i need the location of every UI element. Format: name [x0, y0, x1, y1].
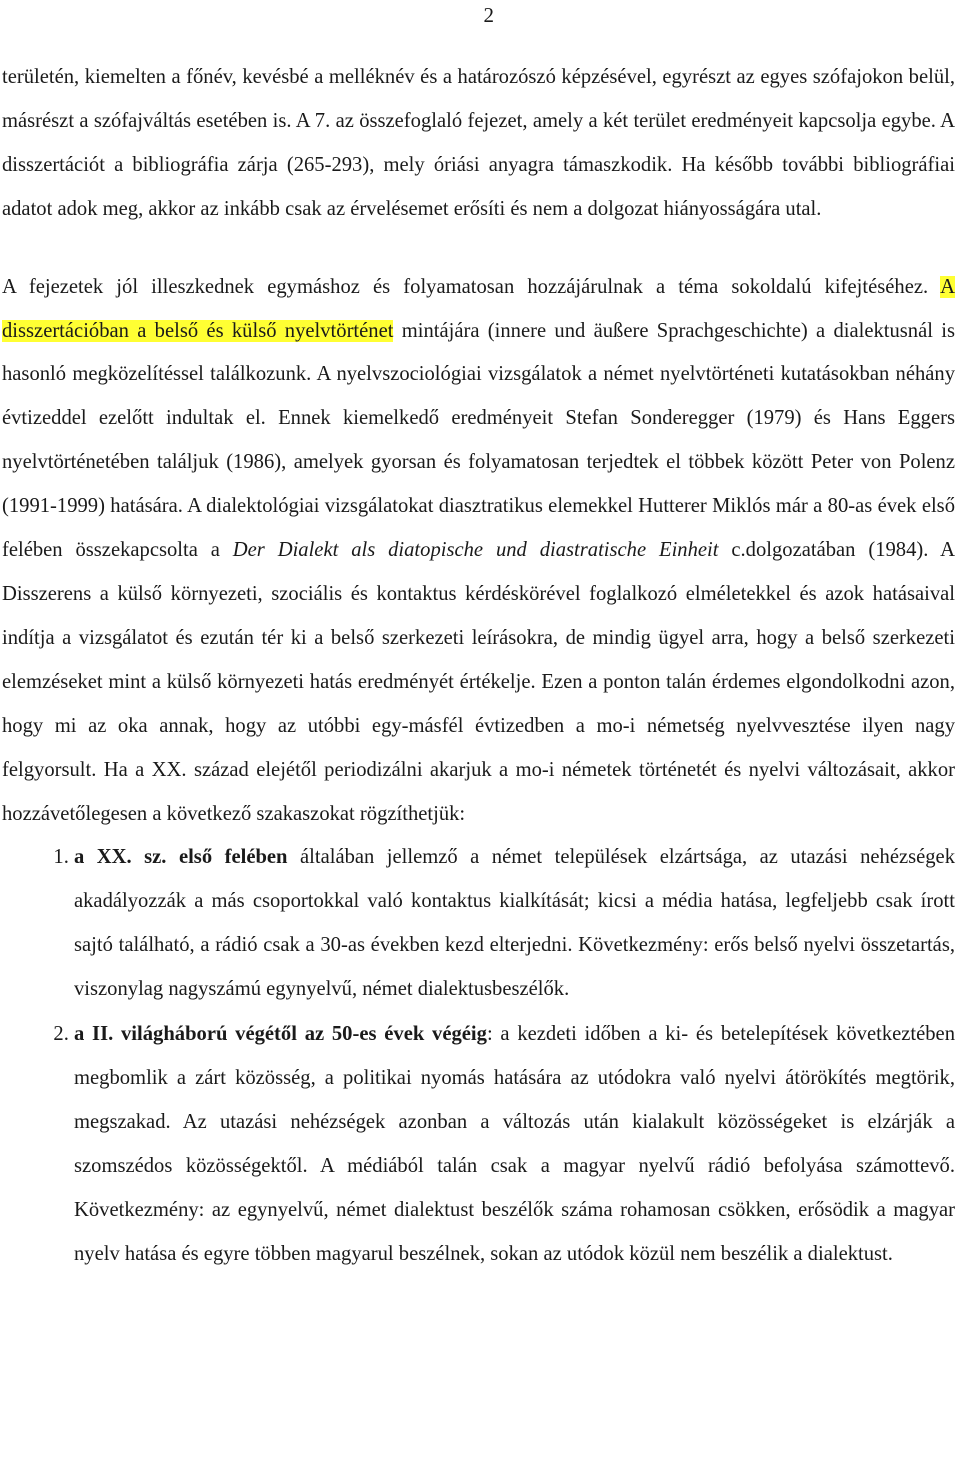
- list-item: [74, 836, 955, 1012]
- document-body: [2, 56, 955, 1276]
- list-item-heading: a II. világháború végétől az 50-es évek végéig: [74, 1023, 487, 1046]
- paragraph-main-part-c: c.dolgozatában (1984). A Disszerens a külső környezeti, szociális és kontaktus kérdéskörével foglalkozó elméletekkel és azok hatásaival indítja a vizsgálatot és ezután tér ki a belső szerkezeti leírásokra, de mindig ügyel arra, hogy a belső szerkezeti elemzéseket mint a külső környezeti hatás eredményét értékelje. Ezen a ponton talán érdemes elgondolkodni azon, hogy mi az oka annak, hogy az utóbbi egy-másfél évtizedben a mo-i németség nyelvvesztése ilyen nagy felgyorsult. Ha a XX. század elejétől periodizálni akarjuk a mo-i németek történetét és nyelvi változásait, akkor hozzávetőlegesen a következő szakaszokat rögzíthetjük:: [2, 539, 956, 825]
- italic-title: Der Dialekt als diatopische und diastratische Einheit: [232, 539, 719, 562]
- paragraph-main-part-a: A fejezetek jól illeszkednek egymáshoz és folyamatosan hozzájárulnak a téma sokoldalú kifejtéséhez.: [2, 275, 941, 298]
- page-number: 2: [483, 3, 494, 27]
- list-item-heading: a XX. sz. első felében: [74, 846, 288, 869]
- paragraph-main-part-b: mintájára (innere und äußere Sprachgeschichte) a dialektusnál is hasonló megközelítéssel találkozunk. A nyelvszociológiai vizsgálatok a német nyelvtörténeti kutatásokban néhány évtizeddel ezelőtt indultak el. Ennek kiemelkedő eredményeit Stefan Sonderegger (1979) és Hans Eggers nyelvtörténetében találjuk (1986), amelyek gyorsan és folyamatosan terjedtek el többek között Peter von Polenz (1991-1999) hatására. A dialektológiai vizsgálatokat diasztratikus elemekkel Hutterer Miklós már a 80-as évek első felében összekapcsolta a: [2, 319, 955, 562]
- list-item: [74, 1013, 955, 1276]
- period-list: [2, 836, 955, 1276]
- list-item-text: általában jellemző a német települések elzártsága, az utazási nehézségek akadályozzák a más csoportokkal való kontaktus kialkítását; kicsi a média hatása, legfeljebb csak írott sajtó található, a rádió csak a 30-as években kezd elterjedni. Következmény: erős belső nyelvi összetartás, viszonylag nagyszámú egynyelvű, német dialektusbeszélők.: [74, 846, 955, 1001]
- paragraph-intro: területén, kiemelten a főnév, kevésbé a melléknév és a határozószó képzésével, egyrészt az egyes szófajokon belül, másrészt a szófajváltás esetében is. A 7. az összefoglaló fejezet, amely a két terület eredményeit kapcsolja egybe. A disszertációt a bibliográfia zárja (265-293), mely óriási anyagra támaszkodik. Ha később további bibliográfiai adatot adok meg, akkor az inkább csak az érvelésemet erősíti és nem a dolgozat hiányosságára utal.: [2, 66, 955, 220]
- list-item-text: : a kezdeti időben a ki- és betelepítések következtében megbomlik a zárt közösség, a politikai nyomás hatására az utódokra való nyelvi átörökítés megtörik, megszakad. Az utazási nehézségek azonban a változás után kialakult közösségeket is elzárják a szomszédos közösségektől. A médiából talán csak a magyar nyelvű rádió befolyása számottevő. Következmény: az egynyelvű, német dialektust beszélők száma rohamosan csökken, erősödik a magyar nyelv hatása és egyre többen magyarul beszélnek, sokan az utódok közül nem beszélik a dialektust.: [74, 1023, 955, 1265]
- highlighted-text: A disszertációban a belső és külső nyelvtörténet: [2, 275, 955, 342]
- paragraph-main: [2, 266, 955, 837]
